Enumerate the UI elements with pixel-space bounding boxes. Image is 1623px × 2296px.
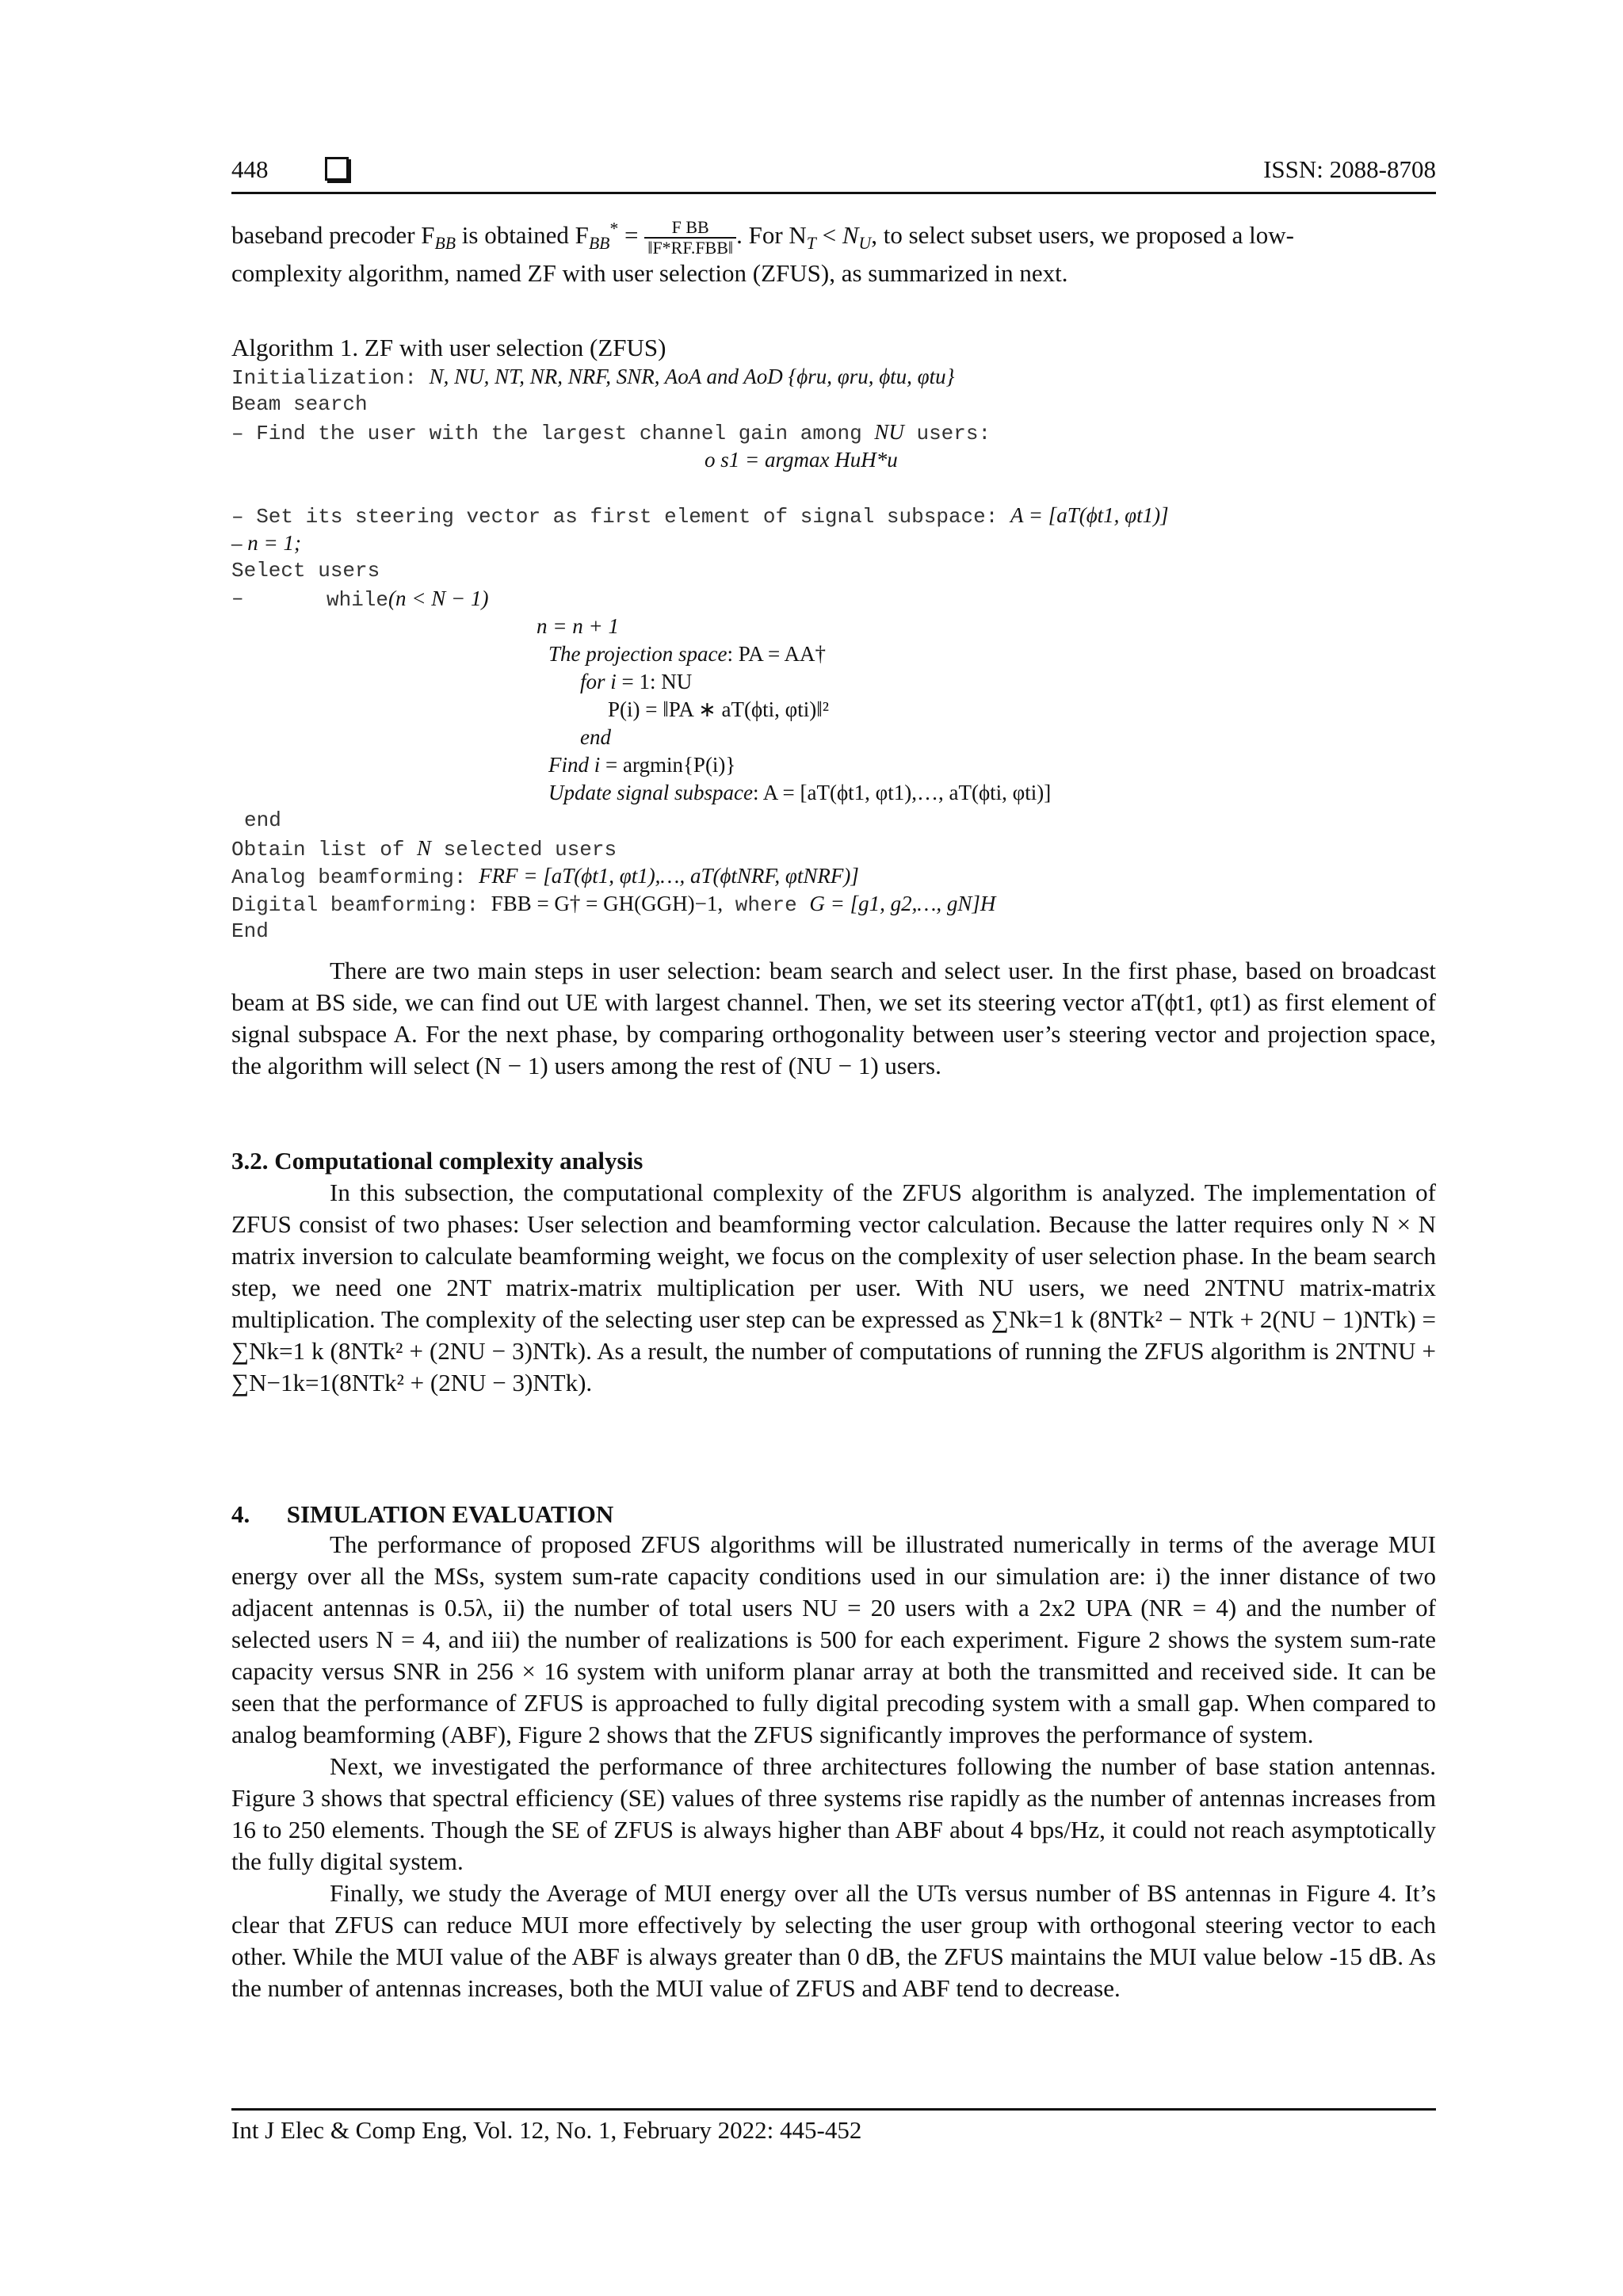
alg-step2: – Set its steering vector as first element of signal subspace: A = [aT(ϕt1, φt1)] bbox=[231, 503, 1169, 529]
alg-p-calc: P(i) = ‖PA ∗ aT(ϕti, φti)‖² bbox=[608, 697, 829, 721]
intro-paragraph: baseband precoder $F_{BB}$ is obtained $F_{BB}^*$ = $\frac{\text{F BB}}{\text{‖F*RF.FBB‖}}$ . For $N_T < N_U$, to select subset users, we proposed a low- complexity algorithm, named ZF with user selection (ZFUS), as summarized in next. bbox=[231, 214, 1436, 289]
alg-step1: – Find the user with the largest channel gain among NU users: bbox=[231, 420, 991, 445]
user-selection-paragraph bbox=[231, 955, 1436, 1082]
section-4 bbox=[231, 1500, 1436, 2004]
alg-find: Find i = argmin{P(i)} bbox=[548, 753, 736, 777]
intro-text-3: . For N bbox=[736, 221, 807, 249]
fraction-numerator: F BB bbox=[644, 218, 736, 239]
issn: ISSN: 2088-8708 bbox=[1263, 155, 1436, 183]
section4-para-1: The performance of proposed ZFUS algorithms will be illustrated numerically in terms of the average MUI energy over all the MSs, system sum-rate capacity conditions used in our simulation are: i) the inner distance of two adjacent antennas is 0.5λ, ii) the number of total users NU = 20 users with a 2x2 UPA (NR = 4) and the number of selected users N = 4, and iii) the number of realizations is 500 for each experiment. Figure 2 shows the system sum-rate capacity versus SNR in 256 × 16 system with uniform planar array at both the transmitted and received side. It can be seen that the performance of ZFUS is approached to fully digital precoding system with a small gap. When compared to analog beamforming (ABF), Figure 2 shows that the ZFUS significantly improves the performance of system. bbox=[231, 1530, 1436, 1748]
section-text: In this subsection, the computational complexity of the ZFUS algorithm is analyzed. The implementation of ZFUS consist of two phases: User selection and beamforming vector calculation. Because the latter requires only N × N matrix inversion to calculate beamforming weight, we focus on the complexity of user selection phase. In the beam search step, we need one 2NT matrix-matrix multiplication per user. With NU users, we need 2NTNU matrix-matrix multiplication. The complexity of the selecting user step can be expressed as ∑Nk=1 k (8NTk² − NTk + 2(NU − 1)NTk) = ∑Nk=1 k (8NTk² + (2NU − 3)NTk). As a result, the number of computations of running the ZFUS algorithm is 2NTNU + ∑N−1k=1(8NTk² + (2NU − 3)NTk). bbox=[231, 1179, 1436, 1396]
alg-step3: – n = 1; bbox=[231, 531, 301, 555]
alg-select-users: Select users bbox=[231, 559, 380, 583]
alg-init: Initialization: N, NU, NT, NR, NRF, SNR, AoA and AoD {ϕru, φru, ϕtu, φtu} bbox=[231, 365, 955, 390]
intro-text: baseband precoder F bbox=[231, 221, 435, 249]
alg-for: for i = 1: NU bbox=[580, 670, 693, 693]
header-rule bbox=[231, 192, 1436, 194]
alg-n-increment: n = n + 1 bbox=[537, 614, 619, 638]
algorithm-box bbox=[231, 333, 1436, 946]
intro-sub: BB bbox=[434, 234, 456, 254]
precoder-fraction bbox=[644, 218, 736, 258]
intro-line-2: complexity algorithm, named ZF with user selection (ZFUS), as summarized in next. bbox=[231, 258, 1068, 287]
alg-end: End bbox=[231, 919, 269, 943]
alg-digital: Digital beamforming: FBB = G† = GH(GGH)−1, where G = [g1, g2,…, gN]H bbox=[231, 892, 996, 917]
page-header bbox=[231, 155, 1436, 192]
section-3-2 bbox=[231, 1145, 1436, 1399]
square-icon bbox=[325, 157, 349, 181]
alg-obtain: Obtain list of N selected users bbox=[231, 836, 617, 861]
algorithm-title: Algorithm 1. ZF with user selection (ZFUS) bbox=[231, 334, 666, 361]
section-heading: 3.2. Computational complexity analysis bbox=[231, 1147, 643, 1175]
alg-projection: The projection space: PA = AA† bbox=[548, 642, 826, 666]
section-heading-4: 4. SIMULATION EVALUATION bbox=[231, 1500, 614, 1528]
footer-rule bbox=[231, 2108, 1436, 2111]
fraction-denominator: ‖F*RF.FBB‖ bbox=[647, 237, 734, 258]
intro-text-4: to select subset users, we proposed a low- bbox=[883, 221, 1294, 249]
alg-end-for: end bbox=[580, 725, 611, 749]
alg-end-while: end bbox=[244, 808, 281, 832]
alg-s1: o s1 = argmax HuH*u bbox=[705, 448, 898, 472]
page-footer: Int J Elec & Comp Eng, Vol. 12, No. 1, February 2022: 445-452 bbox=[231, 2116, 862, 2144]
para-user-selection: There are two main steps in user selection: beam search and select user. In the first phase, based on broadcast beam at BS side, we can find out UE with largest channel. Then, we set its steering vector aT(ϕt1, φt1) as first element of signal subspace A. For the next phase, by comparing orthogonality between user’s steering vector and projection space, the algorithm will select (N − 1) users among the rest of (NU − 1) users. bbox=[231, 957, 1436, 1079]
intro-text-2: is obtained F bbox=[461, 221, 589, 249]
page-number: 448 bbox=[231, 155, 269, 183]
alg-beam-search: Beam search bbox=[231, 392, 368, 416]
alg-analog: Analog beamforming: FRF = [aT(ϕt1, φt1),…, aT(ϕtNRF, φtNRF)] bbox=[231, 864, 859, 889]
section4-para-2: Next, we investigated the performance of three architectures following the number of base station antennas. Figure 3 shows that spectral efficiency (SE) values of three systems rise rapidly as the number of antennas increases from 16 to 250 elements. Though the SE of ZFUS is always higher than ABF about 4 bps/Hz, it could not reach asymptotically the fully digital system. bbox=[231, 1752, 1436, 1875]
alg-update: Update signal subspace: A = [aT(ϕt1, φt1),…, aT(ϕti, φti)] bbox=[548, 781, 1052, 804]
alg-while: – while(n < N − 1) bbox=[231, 586, 489, 612]
section4-para-3: Finally, we study the Average of MUI energy over all the UTs versus number of BS antennas in Figure 4. It’s clear that ZFUS can reduce MUI more effectively by selecting the user group with orthogonal steering vector to each other. While the MUI value of the ABF is always greater than 0 dB, the ZFUS maintains the MUI value below -15 dB. As the number of antennas increases, both the MUI value of ZFUS and ABF tend to decrease. bbox=[231, 1879, 1436, 2002]
